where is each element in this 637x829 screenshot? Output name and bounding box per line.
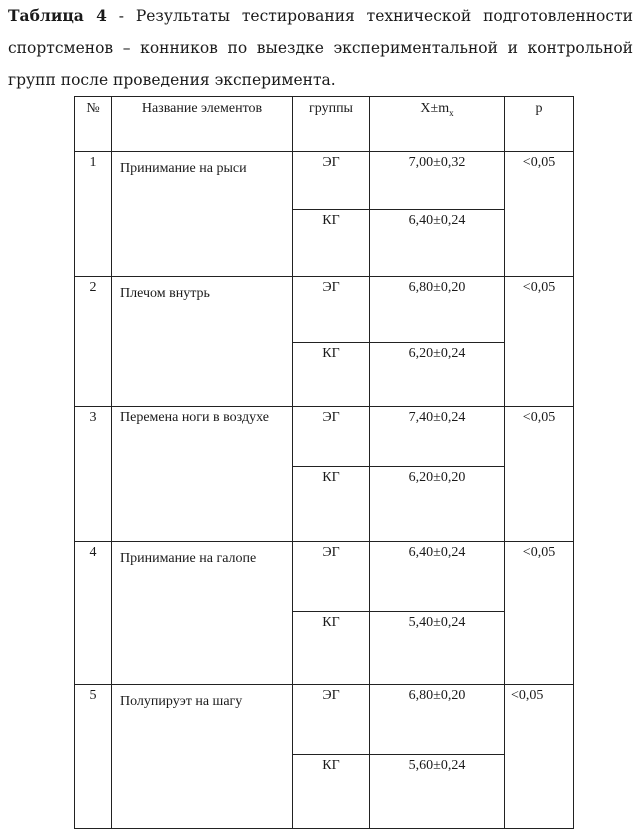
p-value: <0,05 xyxy=(505,277,574,407)
table-caption xyxy=(8,0,633,96)
p-value: <0,05 xyxy=(505,152,574,277)
value-kg: 6,20±0,20 xyxy=(370,467,505,542)
value-eg: 6,80±0,20 xyxy=(370,277,505,343)
group-kg: КГ xyxy=(293,343,370,407)
row-number: 5 xyxy=(75,685,112,829)
header-p: p xyxy=(505,97,574,152)
table-row xyxy=(75,542,574,612)
group-eg: ЭГ xyxy=(293,542,370,612)
element-name: Принимание на рыси xyxy=(112,152,293,277)
group-eg: ЭГ xyxy=(293,152,370,210)
value-kg: 5,60±0,24 xyxy=(370,755,505,829)
group-eg: ЭГ xyxy=(293,407,370,467)
row-number: 4 xyxy=(75,542,112,685)
row-number: 2 xyxy=(75,277,112,407)
header-num: № xyxy=(75,97,112,152)
value-eg: 7,00±0,32 xyxy=(370,152,505,210)
group-kg: КГ xyxy=(293,612,370,685)
header-name: Название элементов xyxy=(112,97,293,152)
value-kg: 6,40±0,24 xyxy=(370,210,505,277)
results-table xyxy=(74,96,574,829)
table-body xyxy=(75,152,574,829)
element-name: Полупируэт на шагу xyxy=(112,685,293,829)
group-eg: ЭГ xyxy=(293,685,370,755)
p-value: <0,05 xyxy=(505,542,574,685)
table-row xyxy=(75,685,574,755)
value-kg: 6,20±0,24 xyxy=(370,343,505,407)
table-row xyxy=(75,277,574,343)
row-number: 1 xyxy=(75,152,112,277)
header-group: группы xyxy=(293,97,370,152)
table-row xyxy=(75,407,574,467)
p-value: <0,05 xyxy=(505,407,574,542)
group-kg: КГ xyxy=(293,210,370,277)
group-kg: КГ xyxy=(293,467,370,542)
value-kg: 5,40±0,24 xyxy=(370,612,505,685)
element-name: Принимание на галопе xyxy=(112,542,293,685)
group-eg: ЭГ xyxy=(293,277,370,343)
header-mean-sub: x xyxy=(449,107,454,118)
p-value: <0,05 xyxy=(505,685,574,829)
table-caption-text: - Результаты тестирования технической подготовленности спортсменов – конников по выездке экспериментальной и контрольной групп после проведения эксперимента. xyxy=(8,7,633,89)
value-eg: 7,40±0,24 xyxy=(370,407,505,467)
header-mean-text: X±m xyxy=(420,101,450,116)
element-name: Плечом внутрь xyxy=(112,277,293,407)
element-name: Перемена ноги в воздухе xyxy=(112,407,293,542)
value-eg: 6,80±0,20 xyxy=(370,685,505,755)
row-number: 3 xyxy=(75,407,112,542)
value-eg: 6,40±0,24 xyxy=(370,542,505,612)
table-label: Таблица 4 xyxy=(8,6,107,25)
group-kg: КГ xyxy=(293,755,370,829)
header-mean xyxy=(370,97,505,152)
table-header-row xyxy=(75,97,574,152)
table-row xyxy=(75,152,574,210)
